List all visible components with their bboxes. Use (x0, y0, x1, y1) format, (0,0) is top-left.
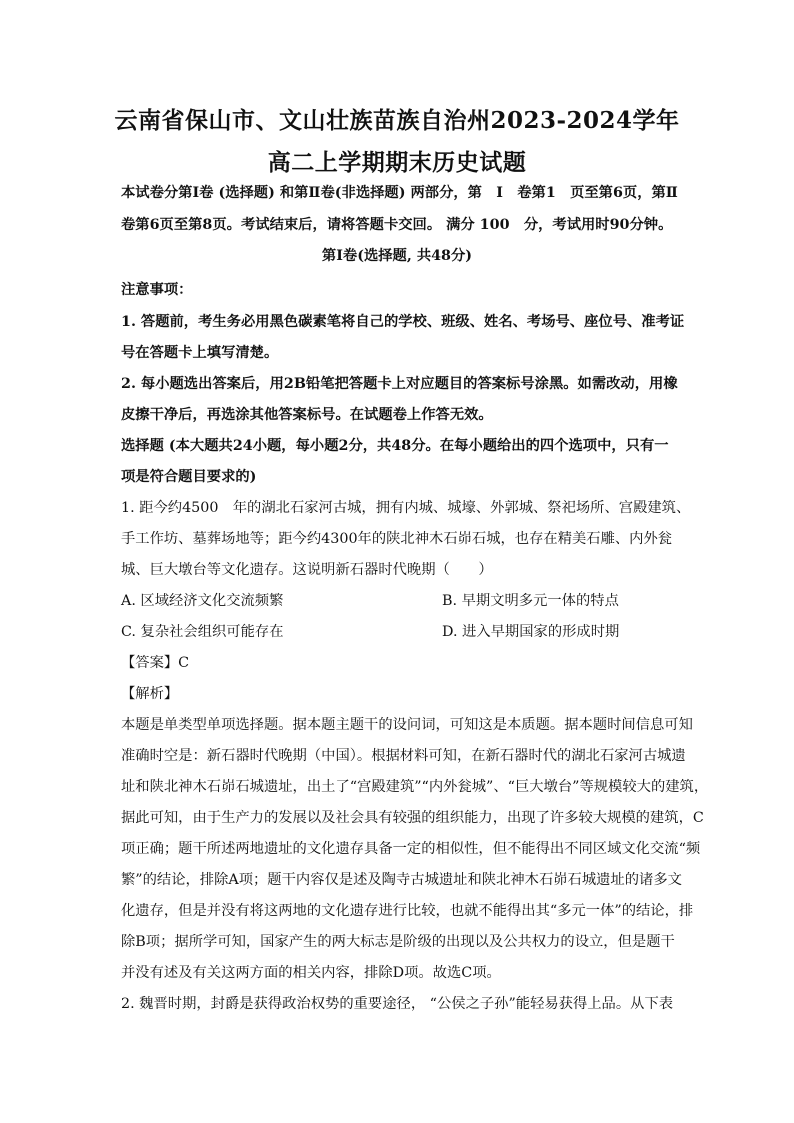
analysis-heading: 【解析】 (121, 686, 179, 702)
notice-2-line1: 2. 每小题选出答案后，用2B铅笔把答题卡上对应题目的答案标号涂黑。如需改动，用橡 (121, 376, 678, 392)
exam-intro-line1: 本试卷分第Ⅰ卷 (选择题) 和第Ⅱ卷(非选择题) 两部分，第 Ⅰ 卷第1 页至第6页，第Ⅱ (121, 185, 678, 201)
question-1-line1: 1. 距今约4500 年的湖北石家河古城，拥有内城、城壕、外郭城、祭祀场所、宫殿建筑、 (121, 500, 691, 516)
section-heading: 第Ⅰ卷(选择题, 共48分) (321, 248, 473, 264)
question-1-option-c: C. 复杂社会组织可能存在 (121, 624, 284, 640)
question-1-option-b: B. 早期文明多元一体的特点 (442, 593, 619, 609)
analysis-line: 除B项；据所学可知，国家产生的两大标志是阶级的出现以及公共权力的设立，但是题干 (121, 934, 675, 950)
document-title-line1: 云南省保山市、文山壮族苗族自治州2023-2024学年 (114, 107, 680, 134)
document-title-line2: 高二上学期期末历史试题 (267, 149, 527, 176)
exam-intro-line2: 卷第6页至第8页。考试结束后，请将答题卡交回。 满分 100 分，考试用时90分钟。 (121, 217, 673, 233)
notice-1-line1: 1. 答题前，考生务必用黑色碳素笔将自己的学校、班级、姓名、考场号、座位号、准考证 (121, 314, 685, 330)
question-1-line2: 手工作坊、墓葬场地等；距今约4300年的陕北神木石峁石城，也存在精美石雕、内外瓮 (121, 531, 673, 547)
notice-2-line2: 皮擦干净后，再选涂其他答案标号。在试题卷上作答无效。 (121, 407, 493, 423)
analysis-line: 准确时空是：新石器时代晚期（中国）。根据材料可知，在新石器时代的湖北石家河古城遗 (121, 748, 686, 764)
analysis-line: 繁”的结论，排除A项；题干内容仅是述及陶寺古城遗址和陕北神木石峁石城遗址的诸多文 (121, 872, 682, 888)
notice-1-line2: 号在答题卡上填写清楚。 (121, 345, 279, 361)
analysis-line: 化遗存，但是并没有将这两地的文化遗存进行比较，也就不能得出其“多元一体”的结论，排 (121, 903, 694, 919)
analysis-line: 并没有述及有关这两方面的相关内容，排除D项。故选C项。 (121, 965, 501, 981)
question-2-line1: 2. 魏晋时期，封爵是获得政治权势的重要途径， “公侯之子孙”能轻易获得上品。从下表 (121, 996, 674, 1012)
analysis-line: 址和陕北神木石峁石城遗址，出土了“宫殿建筑”“内外瓮城”、“巨大墩台”等规模较大的建筑， (121, 779, 709, 795)
analysis-line: 据此可知，由于生产力的发展以及社会具有较强的组织能力，出现了许多较大规模的建筑，C (121, 810, 704, 826)
notice-heading: 注意事项： (121, 282, 193, 298)
choice-section-line1: 选择题 (本大题共24小题，每小题2分，共48分。在每小题给出的四个选项中，只有一 (121, 438, 669, 454)
analysis-line: 本题是单类型单项选择题。据本题主题干的设问词，可知这是本质题。据本题时间信息可知 (121, 717, 693, 733)
choice-section-line2: 项是符合题目要求的) (121, 469, 257, 485)
question-1-option-d: D. 进入早期国家的形成时期 (442, 624, 620, 640)
question-1-line3: 城、巨大墩台等文化遗存。这说明新石器时代晚期（ ） (121, 562, 493, 578)
question-1-option-a: A. 区域经济文化交流频繁 (121, 593, 284, 609)
analysis-line: 项正确；题干所述两地遗址的文化遗存具备一定的相似性，但不能得出不同区域文化交流“频 (121, 841, 701, 857)
answer-label: 【答案】C (121, 655, 190, 671)
